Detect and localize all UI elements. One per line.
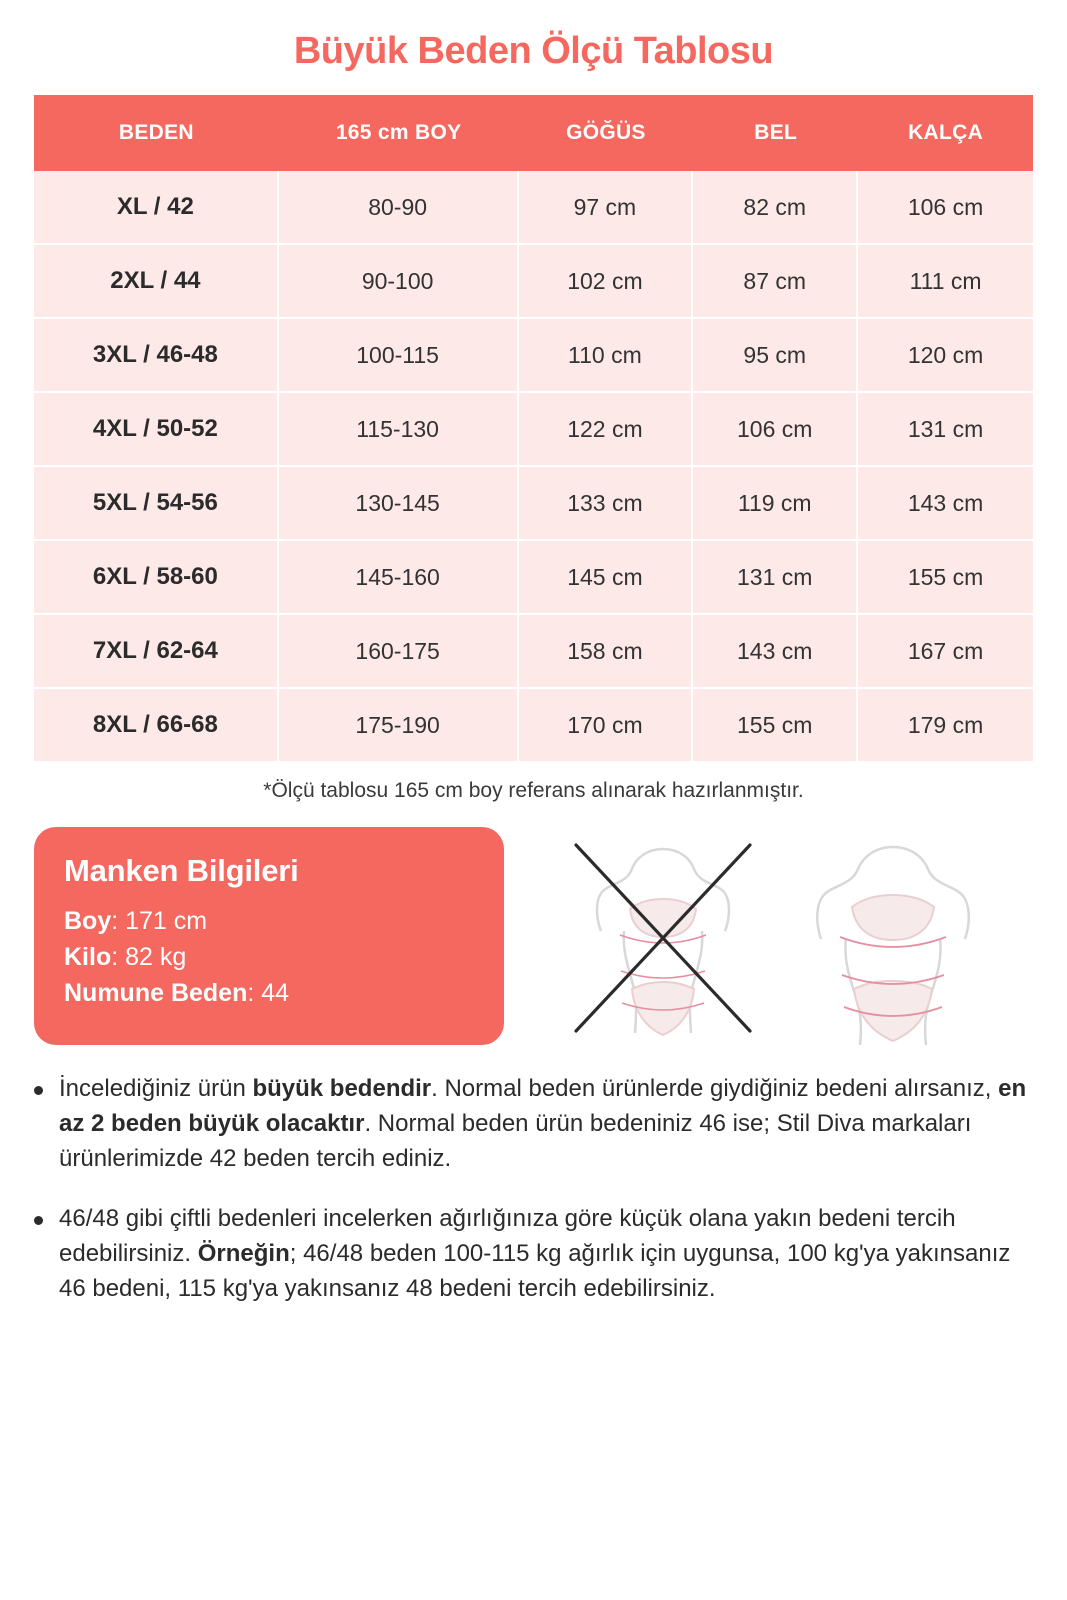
model-info-card: [34, 827, 504, 1045]
page-title: Büyük Beden Ölçü Tablosu: [293, 30, 774, 72]
cell-boy: 145-160: [279, 541, 519, 615]
cell-kalca: 131 cm: [858, 393, 1033, 467]
table-row: [34, 689, 1033, 761]
cell-bel: 82 cm: [693, 171, 858, 245]
cell-kalca: 143 cm: [858, 467, 1033, 541]
model-height-value: : 171 cm: [111, 907, 208, 935]
list-item: [34, 1072, 1033, 1176]
cell-boy: 90-100: [279, 245, 519, 319]
model-sample-size-value: : 44: [247, 979, 290, 1007]
cell-boy: 100-115: [279, 319, 519, 393]
model-height-label: Boy: [64, 907, 112, 935]
model-weight-value: : 82 kg: [111, 943, 187, 971]
bullet-1-part-3: en az 2 beden büyük olacaktır: [59, 1075, 1027, 1137]
cell-beden: 7XL / 62-64: [34, 615, 279, 689]
cell-boy: 175-190: [279, 689, 519, 761]
table-header-beden: BEDEN: [34, 95, 279, 171]
bullet-1-part-0: İncelediğiniz ürün: [59, 1075, 253, 1102]
cell-kalca: 167 cm: [858, 615, 1033, 689]
cell-beden: 6XL / 58-60: [34, 541, 279, 615]
figure-illustrations: [522, 827, 1033, 1046]
bullet-text-2: [59, 1202, 1033, 1306]
table-row: [34, 319, 1033, 393]
table-body: [34, 171, 1033, 761]
cell-boy: 80-90: [279, 171, 519, 245]
model-info-row: [0, 803, 1067, 1046]
cell-kalca: 120 cm: [858, 319, 1033, 393]
cell-gogus: 122 cm: [519, 393, 694, 467]
model-info-heading: Manken Bilgileri: [64, 853, 299, 888]
cell-beden: 4XL / 50-52: [34, 393, 279, 467]
cell-gogus: 97 cm: [519, 171, 694, 245]
table-header-boy: 165 cm BOY: [279, 95, 519, 171]
bullet-1-part-4: . Normal beden ürün bedeniniz 46 ise; Stil Diva markaları ürünlerimizde 42 beden tercih ediniz.: [59, 1109, 972, 1172]
bullet-2-part-1: Örneğin: [197, 1240, 290, 1268]
bullet-1-part-2: . Normal beden ürünlerde giydiğiniz bedeni alırsanız,: [431, 1075, 999, 1102]
table-row: [34, 245, 1033, 319]
bullet-dot-icon: [34, 1086, 43, 1095]
cell-kalca: 179 cm: [858, 689, 1033, 761]
table-header-gogus: GÖĞÜS: [519, 95, 694, 171]
cell-gogus: 133 cm: [519, 467, 694, 541]
table-header-kalca: KALÇA: [858, 95, 1033, 171]
bullet-2-part-2: ; 46/48 beden 100-115 kg ağırlık için uygunsa, 100 kg'ya yakınsanız 46 bedeni, 115 kg'ya yakınsanız 48 bedeni tercih edebilirsiniz.: [59, 1240, 1011, 1302]
cell-bel: 131 cm: [693, 541, 858, 615]
model-weight-label: Kilo: [64, 943, 112, 971]
table-row: [34, 467, 1033, 541]
cell-gogus: 170 cm: [519, 689, 694, 761]
plus-size-figure-icon: [788, 831, 998, 1046]
cell-boy: 160-175: [279, 615, 519, 689]
model-weight-line: [64, 943, 474, 972]
cell-bel: 155 cm: [693, 689, 858, 761]
cell-bel: 106 cm: [693, 393, 858, 467]
model-sample-size-label: Numune Beden: [64, 979, 248, 1007]
cell-kalca: 106 cm: [858, 171, 1033, 245]
table-header-row: [34, 95, 1033, 171]
cell-beden: 3XL / 46-48: [34, 319, 279, 393]
model-height-line: [64, 907, 474, 936]
table-footnote: *Ölçü tablosu 165 cm boy referans alınarak hazırlanmıştır.: [263, 779, 804, 802]
cell-gogus: 145 cm: [519, 541, 694, 615]
list-item: [34, 1202, 1033, 1306]
size-table-container: [0, 95, 1067, 761]
size-table: [34, 95, 1033, 761]
table-row: [34, 541, 1033, 615]
cell-beden: 8XL / 66-68: [34, 689, 279, 761]
cell-bel: 87 cm: [693, 245, 858, 319]
table-row: [34, 171, 1033, 245]
crossed-out-slim-figure-icon: [558, 831, 768, 1046]
table-row: [34, 615, 1033, 689]
cell-kalca: 111 cm: [858, 245, 1033, 319]
cell-gogus: 158 cm: [519, 615, 694, 689]
bullet-2-part-0: 46/48 gibi çiftli bedenleri incelerken ağırlığınıza göre küçük olana yakın bedeni tercih edebilirsiniz.: [59, 1205, 956, 1268]
cell-boy: 130-145: [279, 467, 519, 541]
cell-beden: XL / 42: [34, 171, 279, 245]
table-header: [34, 95, 1033, 171]
cell-gogus: 102 cm: [519, 245, 694, 319]
cell-gogus: 110 cm: [519, 319, 694, 393]
cell-beden: 2XL / 44: [34, 245, 279, 319]
bullet-1-part-1: büyük bedendir: [252, 1075, 432, 1102]
cell-beden: 5XL / 54-56: [34, 467, 279, 541]
bullet-dot-icon: [34, 1216, 43, 1225]
bullet-text-1: [59, 1072, 1033, 1176]
model-sample-size-line: [64, 979, 474, 1008]
cell-boy: 115-130: [279, 393, 519, 467]
cell-bel: 119 cm: [693, 467, 858, 541]
table-header-bel: BEL: [693, 95, 858, 171]
cell-bel: 143 cm: [693, 615, 858, 689]
cell-kalca: 155 cm: [858, 541, 1033, 615]
notes-list: [0, 1046, 1067, 1373]
table-row: [34, 393, 1033, 467]
cell-bel: 95 cm: [693, 319, 858, 393]
